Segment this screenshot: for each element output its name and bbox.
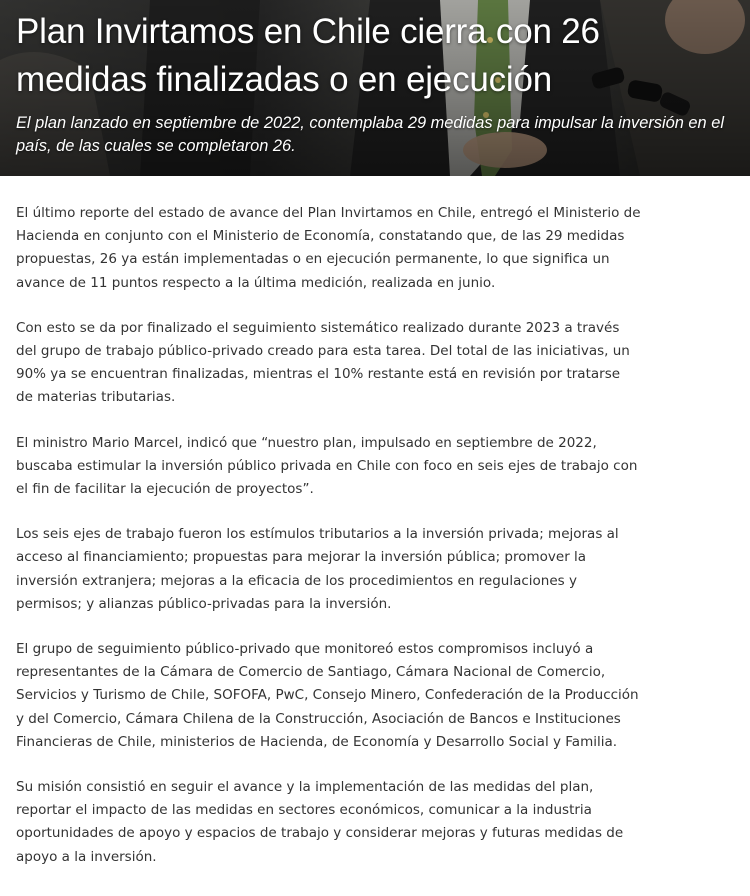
article-paragraph: El ministro Mario Marcel, indicó que “nuestro plan, impulsado en septiembre de 2022, buscaba estimular la inversión público privada en Chile con foco en seis ejes de trabajo con el fin de facilitar la ejecución de proyectos”.: [16, 434, 638, 498]
article-paragraph: Con esto se da por finalizado el seguimiento sistemático realizado durante 2023 a través del grupo de trabajo público-privado creado para esta tarea. Del total de las iniciativas, un 90% ya se encuentran finalizadas, mientras el 10% restante está en revisión por tratarse de materias tributarias.: [16, 319, 630, 406]
article-paragraph: Su misión consistió en seguir el avance y la implementación de las medidas del plan, reportar el impacto de las medidas en sectores económicos, comunicar a la industria oportunidades de apoyo y espacios de trabajo y considerar mejoras y futuras medidas de apoyo a la inversión.: [16, 779, 624, 865]
article-paragraph: Los seis ejes de trabajo fueron los estímulos tributarios a la inversión privada; mejoras al acceso al financiamiento; propuestas para mejorar la inversión pública; promover la inversión extranjera; mejoras a la eficacia de los procedimientos en regulaciones y permisos; y alianzas público-privadas para la inversión.: [16, 526, 619, 612]
article-body: [16, 202, 641, 891]
hero-banner: [0, 0, 750, 176]
article-subtitle: El plan lanzado en septiembre de 2022, contemplaba 29 medidas para impulsar la inversión en el país, de las cuales se completaron 26.: [16, 114, 724, 155]
article-paragraph: El grupo de seguimiento público-privado que monitoreó estos compromisos incluyó a representantes de la Cámara de Comercio de Santiago, Cámara Nacional de Comercio, Servicios y Turismo de Chile, SOFOFA, PwC, Consejo Minero, Confederación de la Producción y del Comercio, Cámara Chilena de la Construcción, Asociación de Bancos e Instituciones Financieras de Chile, ministerios de Hacienda, de Economía y Desarrollo Social y Familia.: [16, 641, 639, 750]
article-title: Plan Invirtamos en Chile cierra con 26 medidas finalizadas o en ejecución: [16, 12, 600, 99]
article-paragraph: El último reporte del estado de avance del Plan Invirtamos en Chile, entregó el Ministerio de Hacienda en conjunto con el Ministerio de Economía, constatando que, de las 29 medidas propuestas, 26 ya están implementadas o en ejecución permanente, lo que significa un avance de 11 puntos respecto a la última medición, realizada en junio.: [16, 205, 641, 291]
